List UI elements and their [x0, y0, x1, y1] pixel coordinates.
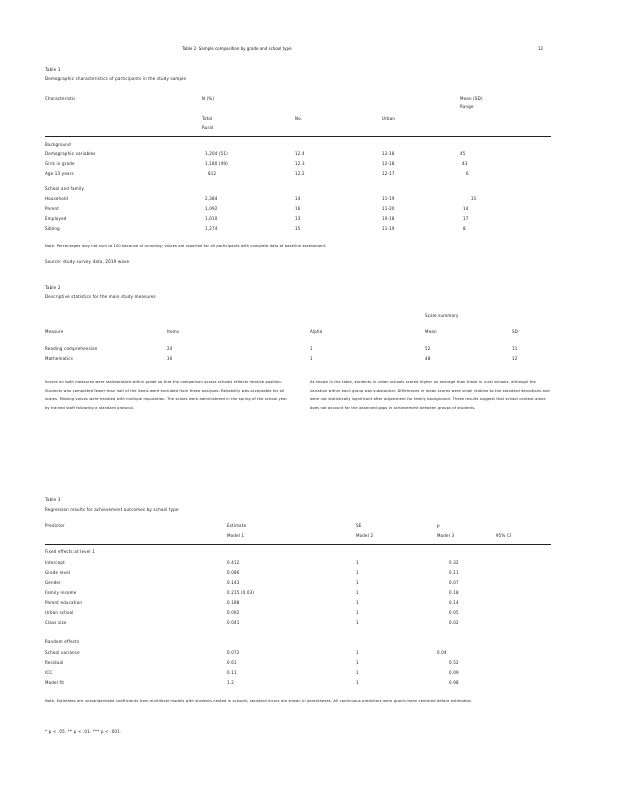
page-number: 12: [538, 46, 544, 51]
table3-cell: ICC: [45, 670, 53, 675]
table3-cell: 0.092: [227, 610, 240, 615]
table3-cell: 1.2: [227, 680, 234, 685]
table1-cell: 14: [295, 196, 301, 201]
table3-cell: 0.14: [449, 600, 459, 605]
table2-label: Table 2: [45, 285, 61, 290]
table3-cell: 0.11: [227, 670, 237, 675]
table3-note: Note. Estimates are unstandardized coefficients from multilevel models with students nested in schools; standard errors are shown in parentheses. All continuous predictors were grand-mean centered before estimation.: [45, 699, 473, 703]
table3-cell: 1: [356, 560, 359, 565]
right-column-paragraph: As shown in the table, students in urban schools scored higher on average than those in rural schools, although the variation within each group was substantial. Differences in mean scores were small relative to the standard deviations and were not statistically significant after adjustment for family background. These results suggest that school context alone does not account for the observed gaps in achievement between groups of students.: [310, 380, 550, 410]
table3-group-label: Random effects: [45, 639, 80, 644]
table2-spanner: Scale summary: [425, 313, 459, 318]
table1-cell: 11-19: [382, 196, 395, 201]
table1-cell: 17: [463, 216, 469, 221]
table2-cell: Reading comprehension: [45, 346, 98, 351]
table1-cell: 2,384: [205, 196, 218, 201]
table1-cell: Girls in grade: [45, 161, 75, 166]
table2-cell: 1: [310, 346, 313, 351]
table1-header-cell: Mean (SD): [460, 96, 483, 101]
table3-cell: 0.32: [449, 560, 459, 565]
table1-cell: Parent: [45, 206, 60, 211]
table3-cell: 1: [356, 670, 359, 675]
table3-cell: 0.05: [449, 610, 459, 615]
table3-cell: Urban school: [45, 610, 74, 615]
table3-cell: 0.04: [437, 650, 447, 655]
table1-group-label: Background: [45, 142, 71, 147]
table1-header-cell: N (%): [202, 96, 215, 101]
table1-subheader-cell: No.: [295, 116, 303, 121]
table3-header-cell: Estimate: [227, 523, 247, 528]
table1-top-rule: [45, 136, 551, 137]
table1-cell: 12-18: [382, 151, 395, 156]
table3-cell: 0.98: [449, 680, 459, 685]
table1-cell: 12-18: [382, 161, 395, 166]
table3-header-cell: p: [437, 523, 440, 528]
table3-header-cell: Model 1: [227, 533, 245, 538]
table3-cell: Class size: [45, 620, 67, 625]
table3-cell: 0.215 (0.03): [227, 590, 255, 595]
table2-header-cell: SD: [512, 329, 519, 334]
table3-cell: 1: [356, 620, 359, 625]
table1-cell: Household: [45, 196, 68, 201]
table3-header-cell: Model 2: [356, 533, 374, 538]
table1-note: Note. Percentages may not sum to 100 because of rounding; values are reported for all participants with complete data at baseline assessment.: [45, 244, 327, 248]
table2-caption: Descriptive statistics for the main study measures: [45, 294, 156, 299]
table1-cell: 1,180 (49): [205, 161, 228, 166]
table1-cell: 16: [295, 206, 301, 211]
table3-cell: 1: [356, 610, 359, 615]
table1-cell: 1,010: [205, 216, 218, 221]
running-head: Table 2. Sample composition by grade and school type: [182, 46, 292, 51]
table3-cell: 1: [356, 650, 359, 655]
table3-cell: 1: [356, 580, 359, 585]
table3-caption: Regression results for achievement outcomes by school type: [45, 507, 179, 512]
table2-cell: 1: [310, 356, 313, 361]
table1-cell: 13: [295, 216, 301, 221]
table1-header-cell: Characteristic: [45, 96, 76, 101]
table1-cell: 15: [295, 226, 301, 231]
table3-header-cell: Model 3: [437, 533, 455, 538]
table1-cell: 11-20: [382, 206, 395, 211]
table3-cell: 1: [356, 570, 359, 575]
table3-cell: Grade level: [45, 570, 71, 575]
table3-cell: Family income: [45, 590, 77, 595]
table1-cell: 1,092: [205, 206, 218, 211]
table1-source: Source: study survey data, 2019 wave.: [45, 259, 131, 264]
table3-cell: 0.18: [449, 590, 459, 595]
table3-cell: 0.143: [227, 580, 240, 585]
table3-top-rule: [45, 544, 551, 545]
table3-cell: Residual: [45, 660, 64, 665]
table3-cell: Intercept: [45, 560, 65, 565]
table3-cell: Model fit: [45, 680, 65, 685]
table1-cell: Sibling: [45, 226, 60, 231]
table3-cell: 1: [356, 680, 359, 685]
table1-cell: 1,204 (51): [205, 151, 228, 156]
table3-cell: 0.02: [449, 620, 459, 625]
table1-group-label: School and family: [45, 186, 85, 191]
table3-cell: 0.086: [227, 570, 240, 575]
table3-header-cell: SE: [356, 523, 362, 528]
table1-subheader-cell: Urban: [382, 116, 396, 121]
table1-cell: Employed: [45, 216, 67, 221]
table3-cell: 0.188: [227, 600, 240, 605]
table3-label: Table 3: [45, 497, 61, 502]
table3-cell: 1: [356, 660, 359, 665]
table2-cell: 24: [167, 346, 173, 351]
table3-cell: 0.041: [227, 620, 240, 625]
table1-cell: 12-17: [382, 171, 395, 176]
table1-cell: 31: [471, 196, 477, 201]
table1-subheader-cell: Total: [202, 116, 213, 121]
table1-header-cell: Range: [460, 104, 474, 109]
table2-header-cell: Mean: [425, 329, 437, 334]
table1-cell: 11-19: [382, 226, 395, 231]
table3-cell: Gender: [45, 580, 61, 585]
table3-significance-note: * p < .05. ** p < .01. *** p < .001.: [45, 729, 122, 734]
table3-cell: 0.07: [449, 580, 459, 585]
table1-cell: 43: [462, 161, 468, 166]
table3-cell: School variance: [45, 650, 80, 655]
left-column-paragraph: Scores on both measures were standardized within grade so that the comparison across schools reflects relative position. Students who completed fewer than half of the items were excluded from these analyses. Reliability was acceptable for all scales. Missing values were handled with multiple imputation. The scales were administered in the spring of the school year by trained staff following a standard protocol.: [45, 380, 288, 410]
table2-header-cell: Alpha: [310, 329, 323, 334]
table1-cell: Demographic variables: [45, 151, 96, 156]
table1-cell: 12.4: [295, 151, 305, 156]
table1-cell: 6: [466, 171, 469, 176]
table1-cell: 1,274: [205, 226, 218, 231]
table3-cell: 1: [356, 590, 359, 595]
table3-cell: 0.61: [227, 660, 237, 665]
table2-cell: 52: [425, 346, 431, 351]
table1-cell: 14: [463, 206, 469, 211]
table2-header-cell: Items: [167, 329, 180, 334]
table1-cell: 12.3: [295, 161, 305, 166]
table1-subheader-cell: Rural: [202, 125, 214, 130]
table1-cell: 812: [208, 171, 217, 176]
table3-cell: Parent education: [45, 600, 83, 605]
table3-cell: 0.11: [449, 570, 459, 575]
table2-header-cell: Measure: [45, 329, 64, 334]
table2-cell: 12: [512, 356, 518, 361]
table3-cell: 0.09: [449, 670, 459, 675]
table1-cell: 10-18: [382, 216, 395, 221]
table2-cell: Mathematics: [45, 356, 73, 361]
table1-cell: 45: [460, 151, 466, 156]
table3-cell: 0.52: [449, 660, 459, 665]
table3-cell: 1: [356, 600, 359, 605]
table2-cell: 30: [167, 356, 173, 361]
table1-caption: Demographic characteristics of participants in the study sample: [45, 76, 187, 81]
table3-group-label: Fixed effects at level 1: [45, 549, 95, 554]
table3-header-cell: 95% CI: [496, 533, 512, 538]
table1-label: Table 1: [45, 67, 61, 72]
table2-cell: 48: [425, 356, 431, 361]
table3-cell: 0.072: [227, 650, 240, 655]
table1-cell: Age 13 years: [45, 171, 74, 176]
table1-cell: 12.2: [295, 171, 305, 176]
table3-header-cell: Predictor: [45, 523, 65, 528]
table2-cell: 11: [512, 346, 518, 351]
table1-cell: 8: [463, 226, 466, 231]
table3-cell: 0.412: [227, 560, 240, 565]
